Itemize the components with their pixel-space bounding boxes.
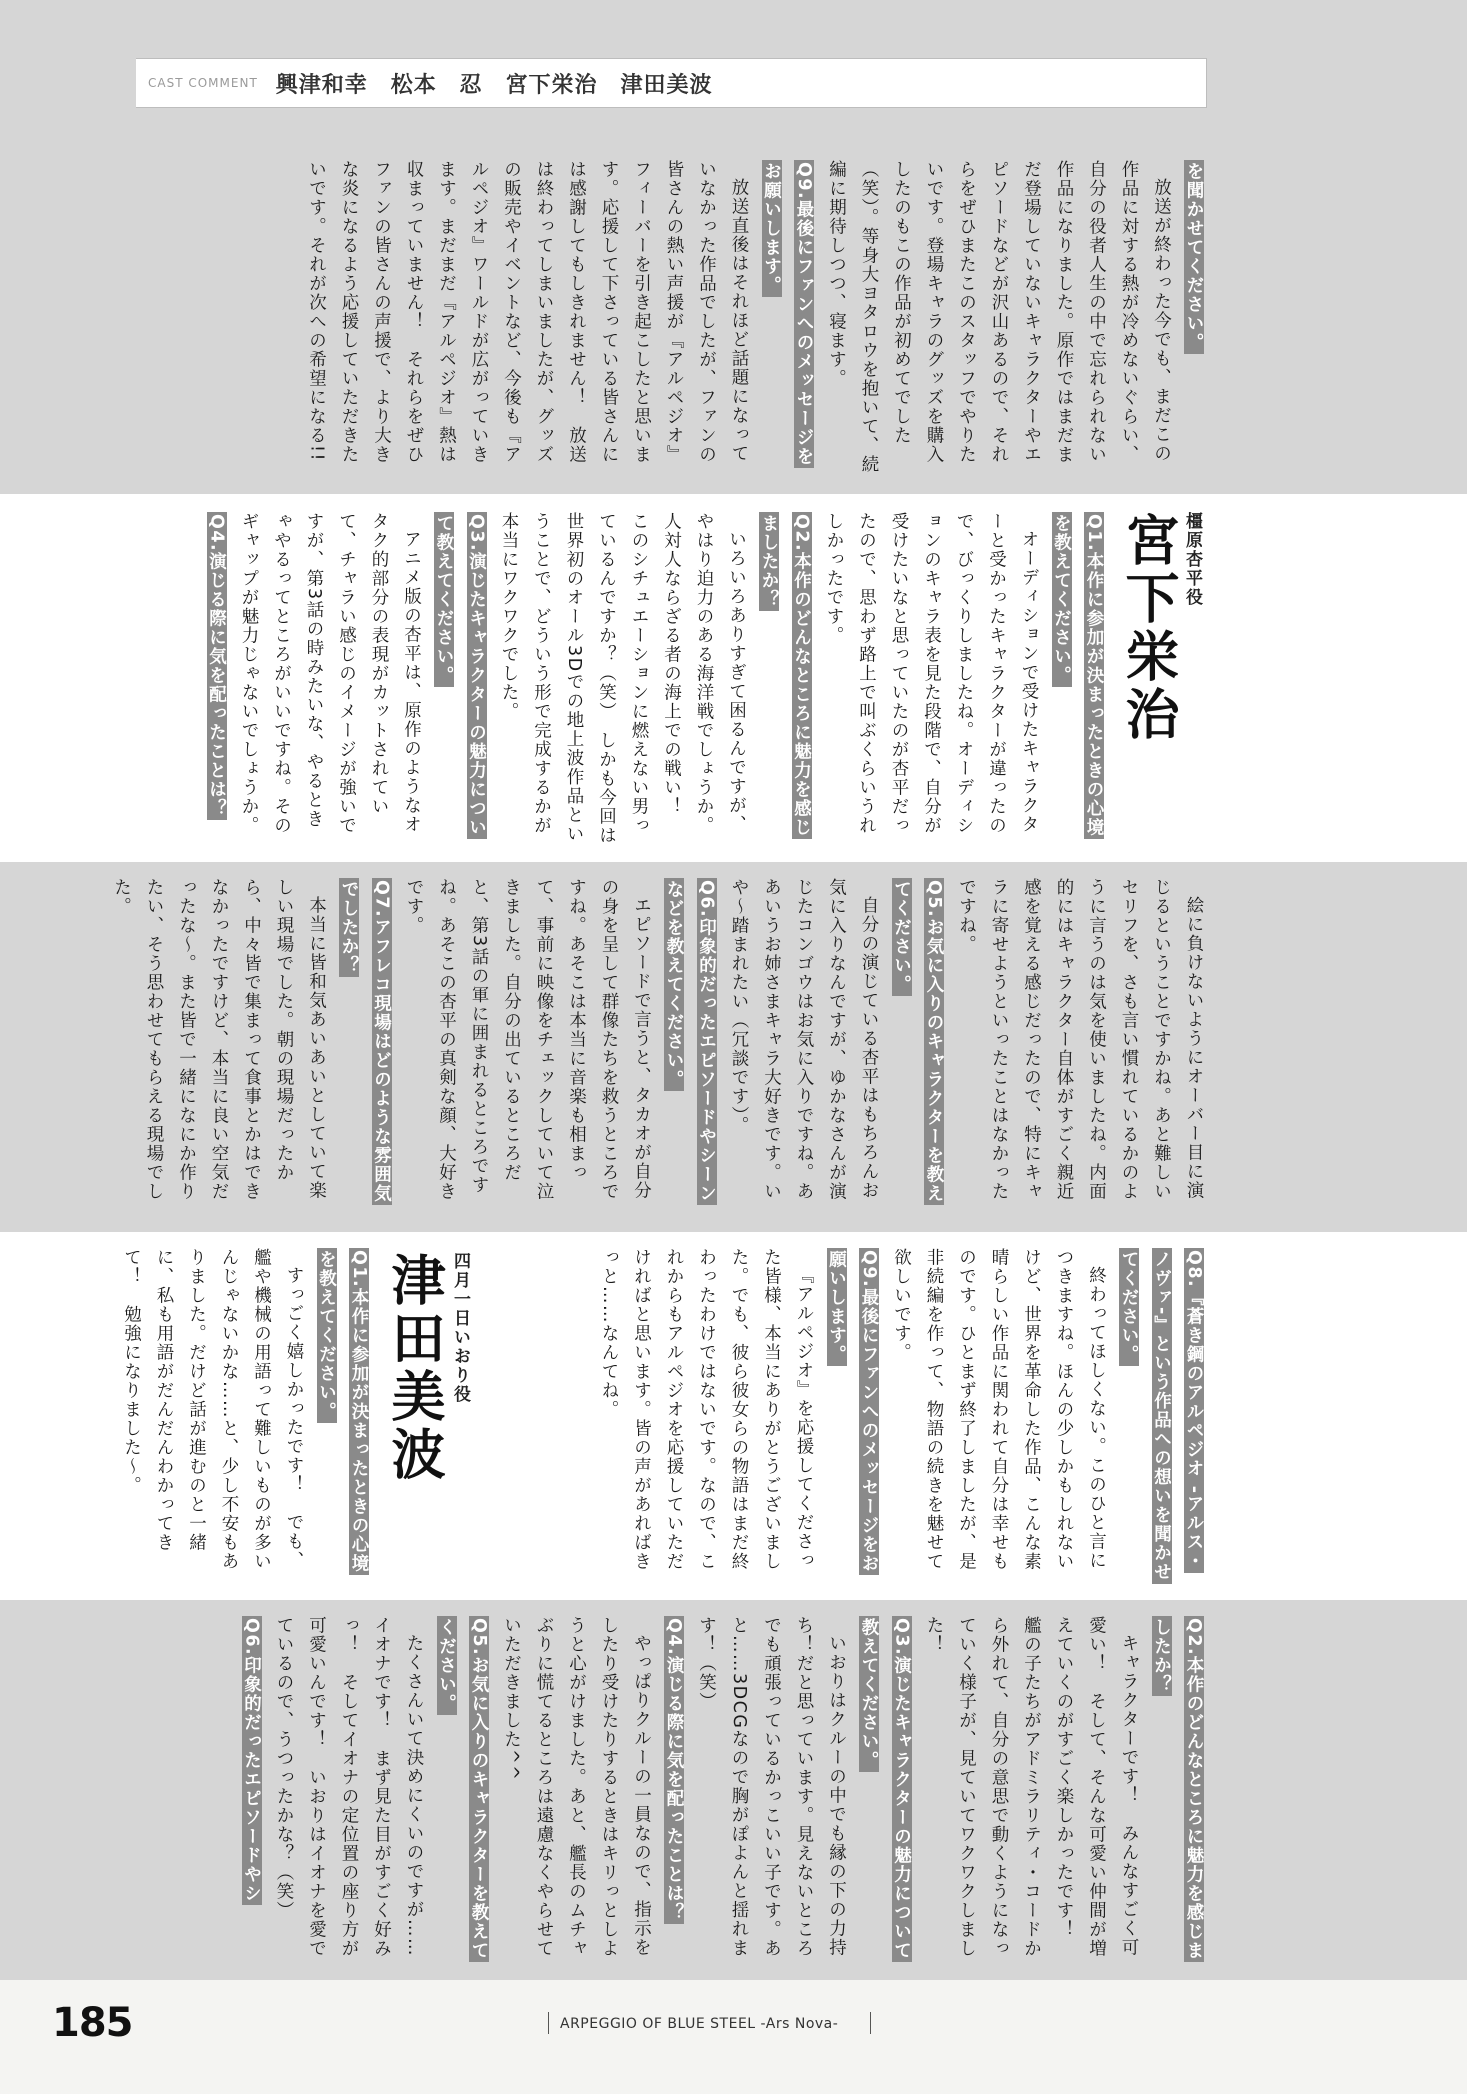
footer-divider-right: [870, 2012, 871, 2034]
answer-text: やっぱりクルーの一員なので、指示をしたり受けたりするときはキリっとしようと心がけました。あと、艦長のムチャぶりに慌てるところは遠慮なくやらせていただきました^^: [501, 1616, 652, 1958]
row4-column-right: [480, 1248, 1210, 1584]
question-heading: Q9.最後にファンへのメッセージをお願いします。: [826, 1250, 879, 1574]
row3-column: [111, 878, 1210, 1216]
question-heading: Q3.演じたキャラクターの魅力について教えてください。: [434, 514, 487, 838]
answer-text: アニメ版の杏平は、原作のようなオタク的部分の表現がカットされていて、チャラい感じのイメージが強いですが、第3話の時みたいな、やるときゃやるってところがいいですね。そのギャップが魅力じゃないでしょうか。: [239, 512, 422, 835]
miyashita-name: 宮下栄治: [1117, 512, 1180, 744]
footer-divider-left: [548, 2012, 549, 2034]
question-heading: を聞かせてください。: [1184, 162, 1204, 352]
answer-text: 自分の演じている杏平はもちろんお気に入りなんですが、ゆかなさんが演じたコンゴウはお気に入りですね。ああいうお姉さまキャラ大好きです。いや～踏まれたい（冗談です）。: [729, 878, 879, 1201]
answer-text: 『アルペジオ』を応援してくださった皆様、本当にありがとうございました。でも、彼ら彼女らの物語はまだ終わったわけではないです。なので、これからもアルペジオを応援していただければと思います。皆の声があればきっと……なんてね。: [599, 1248, 814, 1571]
question-heading: Q2.本作のどんなところに魅力を感じましたか？: [759, 514, 812, 838]
answer-text: すっごく嬉しかったです！ でも、艦や機械の用語って難しいものが多いんじゃないかな……と、少し不安もありました。だけど話が進むのと一緒に、私も用語がだんだんわかってきて！ 勉強になりました～。: [121, 1248, 304, 1571]
miyashita-role: 橿原杏平役: [1182, 512, 1202, 607]
question-heading: Q5.お気に入りのキャラクターを教えてください。: [436, 1618, 489, 1961]
question-heading: Q8.『蒼き鋼のアルペジオ -アルス・ノヴァ-』という作品への想いを聞かせてください。: [1119, 1250, 1204, 1582]
question-heading: Q6.印象的だったエピソードやシ: [241, 1618, 262, 1904]
answer-text: 絵に負けないようにオーバー目に演じるということですかね。あと難しいセリフを、さも言い慣れているかのように言うのは気を使いましたね。内面的にはキャラクター自体がすごく親近感を覚える感じだったので、特にキャラに寄せようといったことはなかったですね。: [956, 878, 1204, 1201]
tsuda-role: 四月一日いおり役: [450, 1252, 470, 1404]
tsuda-name: 津田美波: [383, 1252, 446, 1484]
row4-column-left: [121, 1248, 375, 1584]
answer-text: いおりはクルーの中でも縁の下の力持ち！だと思っています。見えないところでも頑張っているかっこいい子です。あと……3DCGなので胸がぽよんと揺れます！（笑）: [696, 1616, 847, 1958]
answer-text: エピソードで言うと、タカオが自分の身を呈して群像たちを救うところですね。あそこは本当に音楽も相まって、事前に映像をチェックしていて泣きました。自分の出ているところだと、第3話の軍に囲まれるところですね。あそこの杏平の真剣な顔、大好きです。: [404, 878, 652, 1201]
question-heading: Q7.アフレコ現場はどのような雰囲気でしたか？: [339, 880, 392, 1204]
answer-text: いろいろありすぎて困るんですが、やはり迫力のある海洋戦でしょうか。人対人ならざる者の海上での戦い！ このシチュエーションに燃えない男っているんですか？（笑） しかも今回は世界初のオール3Dでの地上波作品ということで、どういう形で完成するかが本当にワクワクでした。: [499, 512, 747, 846]
question-heading: Q9.最後にファンへのメッセージをお願いします。: [761, 162, 814, 467]
question-heading: Q1.本作に参加が決まったときの心境を教えてください。: [316, 1250, 369, 1574]
footer-title: ARPEGGIO OF BLUE STEEL -Ars Nova-: [560, 2016, 839, 2032]
answer-text: キャラクターです！ みんなすごく可愛い！ そして、そんな可愛い仲間が増えていくのがすごく楽しかったです！ 艦の子たちがアドミラリティ・コードから外れて、自分の意思で動くようになっていく様子が、見ていてワクワクしました！: [924, 1616, 1139, 1958]
page-number: 185: [52, 2000, 133, 2046]
question-heading: Q4.演じる際に気を配ったことは？: [664, 1618, 684, 1923]
answer-text: たくさんいて決めにくいのですが……イオナです！ まず見た目がすごく好みっ！ そしてイオナの定位置の座り方が可愛いんです！ いおりはイオナを愛でているので、うつったかな？（笑）: [274, 1616, 424, 1958]
row1-column: [135, 160, 1210, 478]
question-heading: Q6.印象的だったエピソードやシーンなどを教えてください。: [664, 880, 717, 1204]
answer-text: 本当に皆和気あいあいとしていて楽しい現場でした。朝の現場だったから、中々皆で集まって食事とかはできなかったですけど、本当に良い空気だったな～。また皆で一緒になにか作りたい、そう思わせてもらえる現場でした。: [111, 878, 327, 1201]
cast-comment-header: [136, 58, 1207, 108]
answer-text: 放送が終わった今でも、まだこの作品に対する熱が冷めないぐらい、自分の役者人生の中で忘れられない作品になりました。原作ではまだまだ登場していないキャラクターやエピソードなどが沢山あるので、それらをぜひまたこのスタッフでやりたいです。登場キャラのグッズを購入したのもこの作品が初めてでした（笑）。等身大ヨタロウを抱いて、続編に期待しつつ、寝ます。: [826, 160, 1172, 475]
row5-column: [135, 1616, 1210, 1966]
question-heading: Q2.本作のどんなところに魅力を感じましたか？: [1151, 1618, 1204, 1961]
row2-column: [135, 512, 1110, 846]
header-names: 興津和幸 松本 忍 宮下栄治 津田美波: [275, 72, 713, 98]
question-heading: Q1.本作に参加が決まったときの心境を教えてください。: [1051, 514, 1104, 838]
question-heading: Q5.お気に入りのキャラクターを教えてください。: [891, 880, 944, 1204]
question-heading: Q3.演じたキャラクターの魅力について教えてください。: [859, 1618, 912, 1961]
answer-text: 放送直後はそれほど話題になっていなかった作品でしたが、ファンの皆さんの熱い声援が『アルペジオ』フィーバーを引き起こしたと思います。応援して下さっている皆さんには感謝してもしきれません！ 放送は終わってしまいましたが、グッズの販売やイベントなど、今後も『アルペジオ』ワールドが広がっていきます。まだまだ『アルペジオ』熱は収まっていません！ それらをぜひファンの皆さんの声援で、より大きな炎になるよう応援していただきたいです。それが次への希望になる!!: [306, 160, 749, 464]
question-heading: Q4.演じる際に気を配ったことは？: [206, 514, 227, 819]
answer-text: 終わってほしくない。このひと言につきますね。ほんの少しかもしれないけど、世界を革命した作品、こんな素晴らしい作品に関われて自分は幸せものです。ひとまず終了しましたが、是非続編を作って、物語の続きを魅せて欲しいです。: [891, 1248, 1107, 1571]
answer-text: オーディションで受けたキャラクターと受かったキャラクターが違ったので、びっくりしましたね。オーディションのキャラ表を見た段階で、自分が受けたいなと思っていたのが杏平だったので、思わず路上で叫ぶくらいうれしかったです。: [824, 512, 1039, 835]
header-label: CAST COMMENT: [148, 76, 258, 90]
